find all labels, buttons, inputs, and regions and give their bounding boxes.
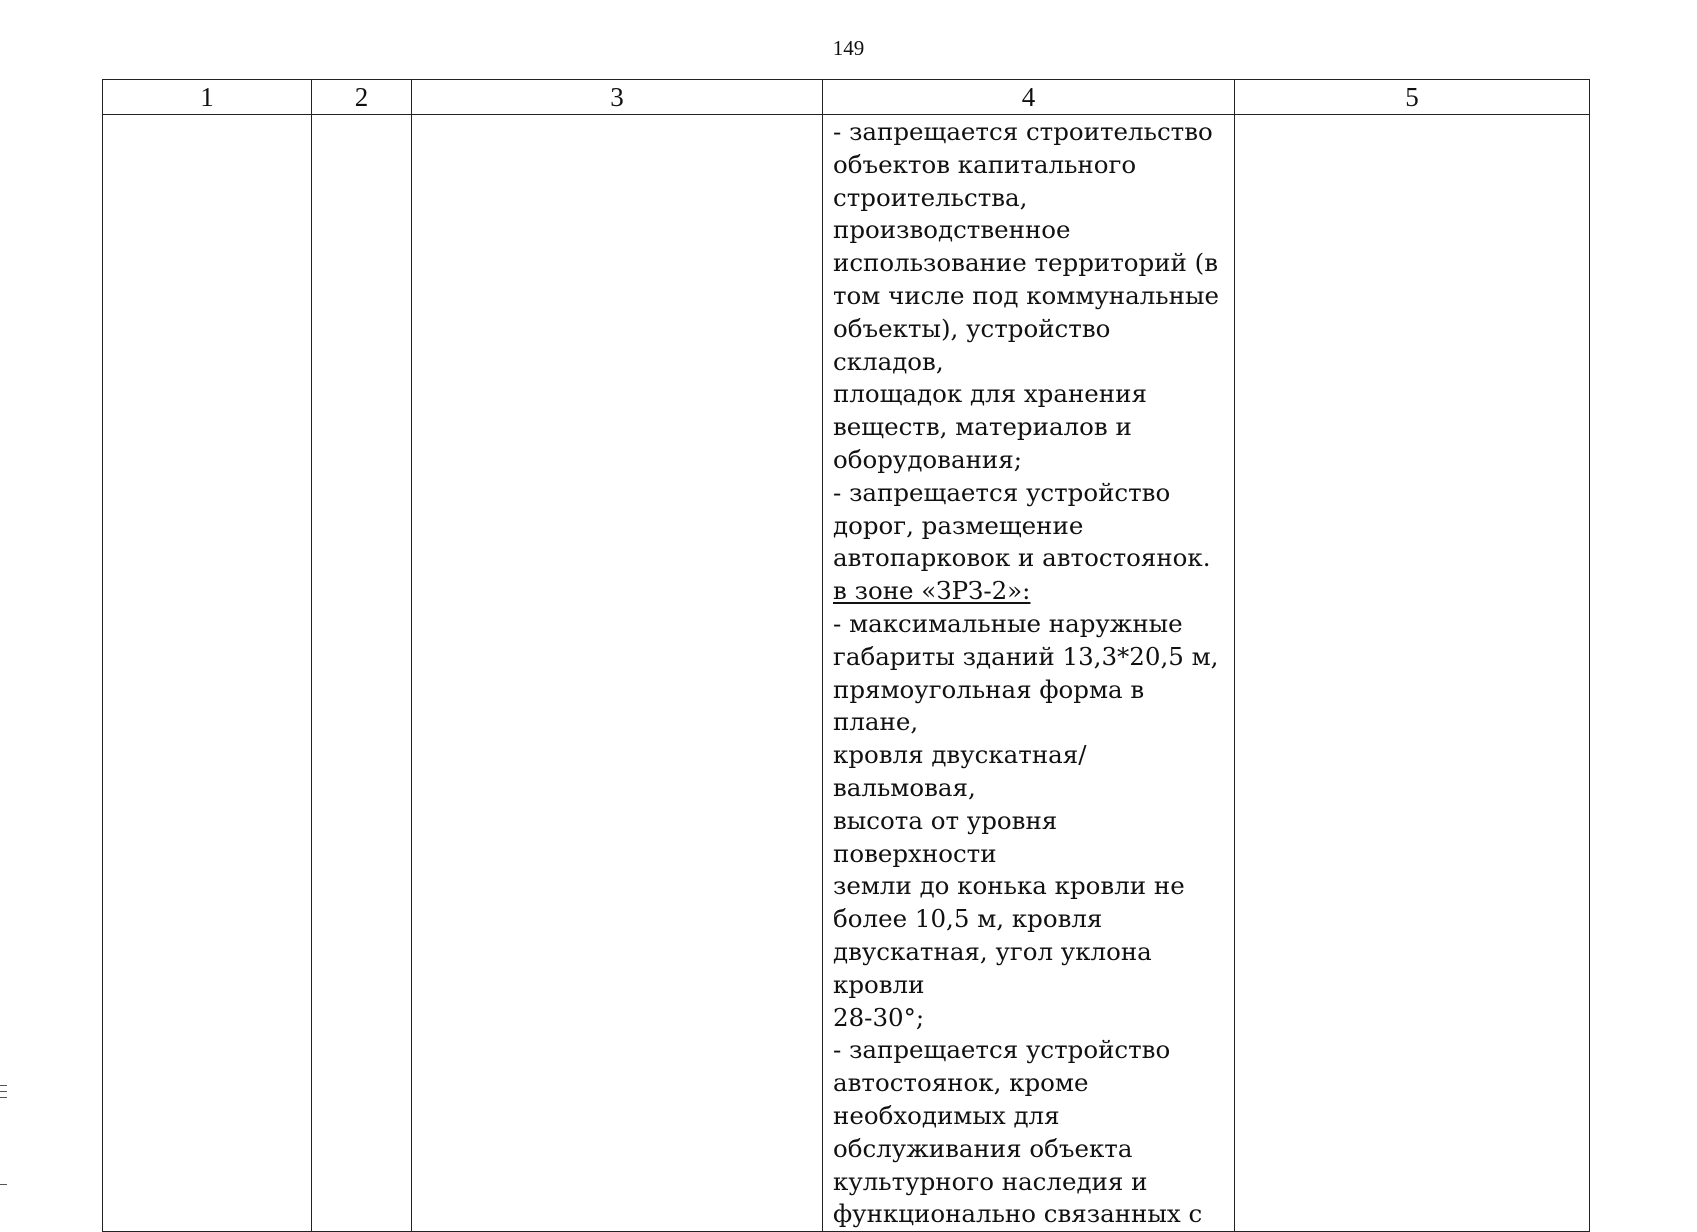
requirement-paragraph: - запрещается устройство дорог, размещение автопарковок и автостоянок. xyxy=(833,477,1211,573)
regulations-table xyxy=(102,79,1590,1232)
column-header-4: 4 xyxy=(823,80,1235,115)
cell-col4-requirements xyxy=(823,115,1235,1232)
requirement-paragraph: - запрещается строительство объектов капитального строительства, производственное использование территорий (в том числе под коммунальные объекты), устройство складов, площадок для хранения веществ, материалов и оборудования; xyxy=(833,117,1219,474)
table-row xyxy=(103,115,1590,1232)
header-row xyxy=(103,80,1590,115)
margin-mark xyxy=(0,1091,7,1092)
margin-mark xyxy=(0,1184,7,1185)
column-header-3: 3 xyxy=(412,80,823,115)
cell-col1-empty xyxy=(103,115,312,1232)
cell-col3-empty xyxy=(412,115,823,1232)
column-header-2: 2 xyxy=(312,80,412,115)
margin-mark xyxy=(0,1085,7,1086)
column-header-1: 1 xyxy=(103,80,312,115)
page-number: 149 xyxy=(832,36,865,60)
cell-col2-empty xyxy=(312,115,412,1232)
requirement-paragraph: - запрещается устройство автостоянок, кроме необходимых для обслуживания объекта культурного наследия и функционально связанных с xyxy=(833,1035,1203,1229)
margin-mark xyxy=(0,1097,7,1098)
cell-col5-empty xyxy=(1235,115,1590,1232)
zone-heading: в зоне «ЗРЗ-2»: xyxy=(833,576,1031,606)
column-header-5: 5 xyxy=(1235,80,1590,115)
requirement-paragraph: - максимальные наружные габариты зданий 13,3*20,5 м, прямоугольная форма в плане, кровля двускатная/вальмовая, высота от уровня поверхности земли до конька кровли не более 10,5 м, кровля двускатная, угол уклона кровли 28-30°; xyxy=(833,608,1219,1032)
